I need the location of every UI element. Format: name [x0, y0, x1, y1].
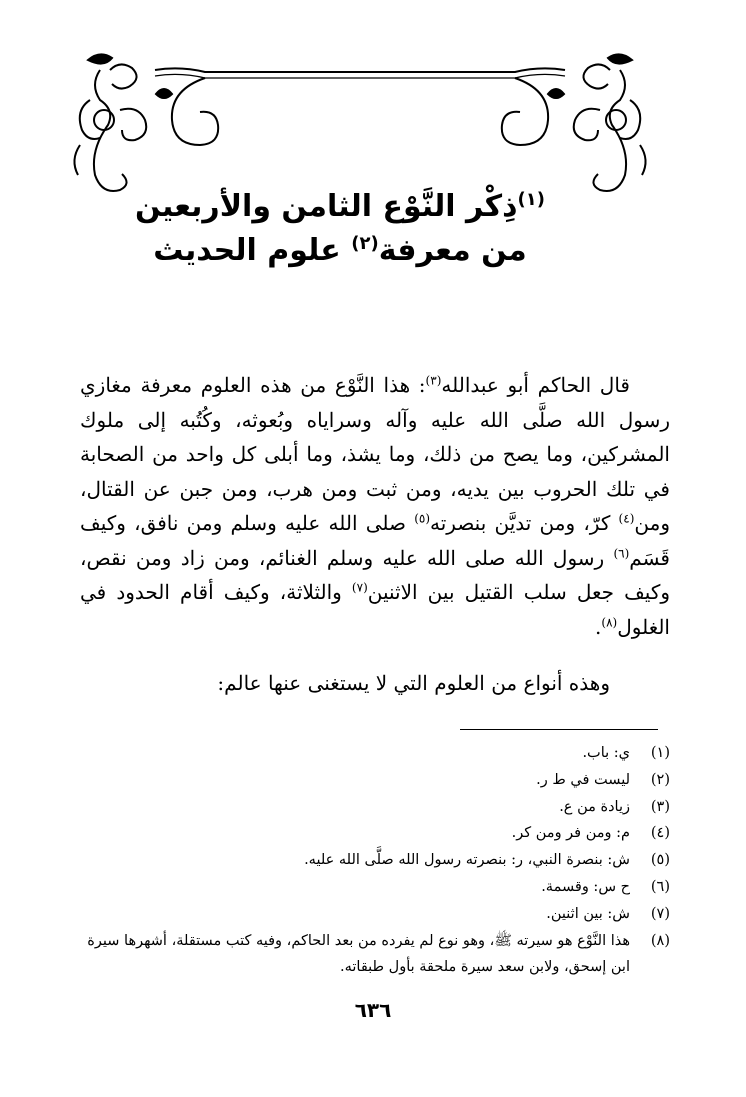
footnote-ref-6: (٦)	[613, 545, 630, 560]
paragraph-1: قال الحاكم أبو عبدالله$^{(٣)}$: هذا النَّوْع من هذه العلوم معرفة مغازي رسول الله صلَّى الله عليه وآله وسراياه وبُعوثه، وكُتُبه إلى ملوك المشركين، وما يصح من ذلك، وما يشذ، وما أبلى كل واحد من الصحابة في تلك الحروب بين يديه، ومن ثبت ومن هرب، ومن جبن عن القتال، ومن$^{(٤)}$ كرّ، ومن تديَّن بنصرته$^{(٥)}$ صلى الله عليه وسلم ومن نافق، وكيف قَسَم$^{(٦)}$ رسول الله صلى الله عليه وسلم الغنائم، ومن زاد ومن نقص، وكيف جعل سلب القتيل بين الاثنين$^{(٧)}$ والثلاثة، وكيف أقام الحدود في الغلول$^{(٨)}$.	[80, 373, 670, 639]
footnote-ref-3: (٣)	[425, 373, 442, 388]
footnote-item: (٣) زيادة من ع.	[559, 798, 670, 815]
footnote-item: (٨) هذا النَّوْع هو سيرته ﷺ، وهو نوع لم يفرده من بعد الحاكم، وفيه كتب مستقلة، أشهرها سيرة ابن إسحق، ولابن سعد سيرة ملحقة بأول طبقاته.	[87, 932, 670, 976]
footnote-ref-2: (٢)	[351, 233, 379, 254]
footnote-item: (١) ي: باب.	[582, 745, 670, 761]
title-line-2: من معرفة$^{(٢)}$ علوم الحديث	[153, 233, 527, 268]
paragraph-2: وهذه أنواع من العلوم التي لا يستغنى عنها عالم:	[217, 671, 610, 695]
footnote-ref-8: (٨)	[601, 614, 618, 629]
footnote-ref-4: (٤)	[618, 511, 635, 526]
page-number: ٦٣٦	[354, 998, 392, 1022]
footnote-item: (٢) ليست في ط ر.	[536, 771, 670, 788]
footnotes	[80, 740, 670, 981]
footnote-separator	[460, 729, 658, 730]
footnote-item: (٥) ش: بنصرة النبي، ر: بنصرته رسول الله صلَّى الله عليه.	[304, 852, 670, 869]
title-line-1: $^{(١)}$ذِكْر النَّوْع الثامن والأربعين	[134, 189, 545, 224]
footnote-ref-7: (٧)	[351, 580, 368, 595]
footnote-item: (٤) م: ومن فر ومن كر.	[511, 825, 670, 842]
chapter-title	[120, 185, 560, 273]
footnote-ref-1: (١)	[517, 189, 545, 210]
footnote-item: (٧) ش: بين اثنين.	[546, 905, 670, 922]
main-text	[80, 368, 670, 701]
footnote-ref-5: (٥)	[414, 511, 431, 526]
footnote-item: (٦) ح س: وقسمة.	[541, 878, 670, 895]
